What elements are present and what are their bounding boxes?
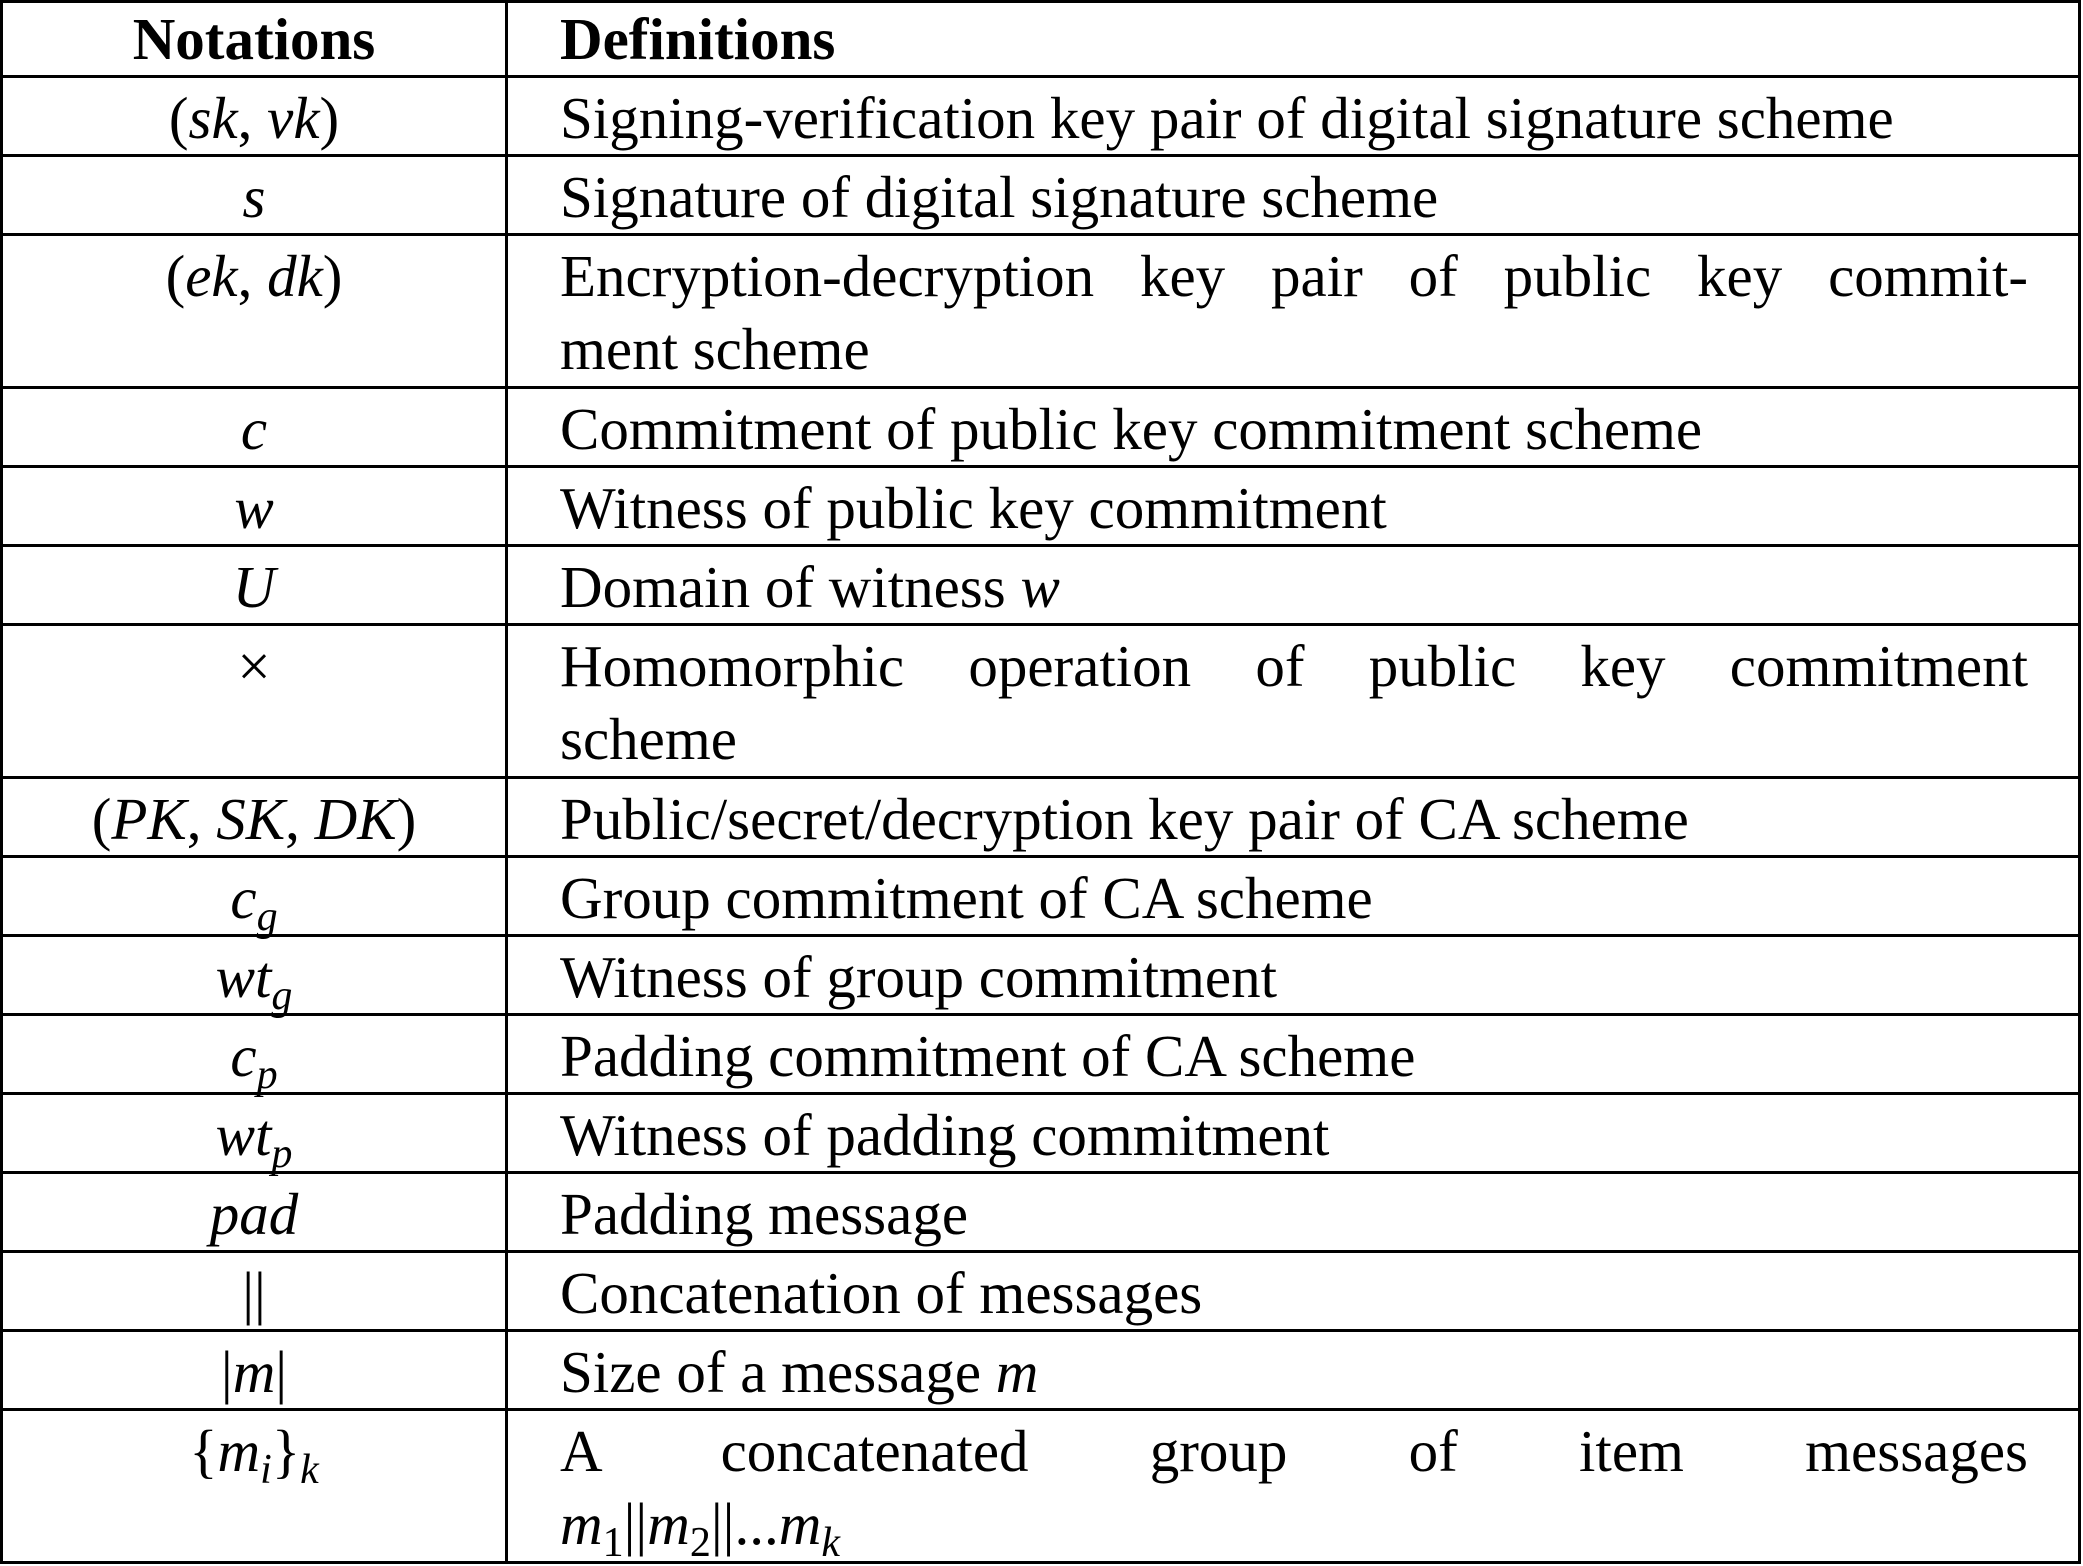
definition-cell [507, 625, 2080, 778]
definition-cell: Padding message [507, 1173, 2080, 1252]
table-row [2, 1015, 2080, 1094]
definition-cell: Padding commitment of CA scheme [507, 1015, 2080, 1094]
definition-cell [507, 235, 2080, 388]
table-row [2, 1331, 2080, 1410]
table-row [2, 546, 2080, 625]
notation-cell: $c_g$ [2, 857, 507, 936]
table-row [2, 235, 2080, 388]
definition-cell: Group commitment of CA scheme [507, 857, 2080, 936]
definition-cell: Witness of public key commitment [507, 467, 2080, 546]
notation-cell: $\{m_i\}_k$ [2, 1410, 507, 1563]
table-row [2, 1410, 2080, 1563]
notation-cell: (sk, vk) [2, 77, 507, 156]
notation-cell: w [2, 467, 507, 546]
notation-cell: pad [2, 1173, 507, 1252]
table-header-row [2, 2, 2080, 77]
definition-cell: Commitment of public key commitment scheme [507, 388, 2080, 467]
definition-cell: Signature of digital signature scheme [507, 156, 2080, 235]
table-row [2, 467, 2080, 546]
definition-cell: Signing-verification key pair of digital signature scheme [507, 77, 2080, 156]
definition-cell: Public/secret/decryption key pair of CA scheme [507, 778, 2080, 857]
table-row [2, 77, 2080, 156]
definition-cell: Witness of padding commitment [507, 1094, 2080, 1173]
table-row [2, 1252, 2080, 1331]
table-row [2, 936, 2080, 1015]
notation-cell: U [2, 546, 507, 625]
table-row [2, 857, 2080, 936]
notation-cell: c [2, 388, 507, 467]
definition-line: Encryption-decryption key pair of public key commit- [560, 243, 2028, 309]
definition-line: Homomorphic operation of public key commitment [560, 633, 2028, 699]
notation-cell: $wt_g$ [2, 936, 507, 1015]
definition-cell [507, 1410, 2080, 1566]
definition-line: ment scheme [560, 316, 870, 382]
table-row [2, 156, 2080, 235]
definition-cell: Concatenation of messages [507, 1252, 2080, 1331]
definition-line: scheme [560, 706, 737, 772]
definition-cell: Witness of group commitment [507, 936, 2080, 1015]
definition-line: A concatenated group of item messages [560, 1418, 2028, 1484]
table-row [2, 778, 2080, 857]
table-row [2, 625, 2080, 778]
notation-cell: (PK, SK, DK) [2, 778, 507, 857]
notation-cell: s [2, 156, 507, 235]
notation-cell: (ek, dk) [2, 235, 507, 388]
notation-cell: $c_p$ [2, 1015, 507, 1094]
notation-cell: |m| [2, 1331, 507, 1410]
header-notations: Notations [2, 2, 507, 77]
definition-cell: Domain of witness w [507, 546, 2080, 625]
notation-cell: $wt_p$ [2, 1094, 507, 1173]
header-definitions: Definitions [507, 2, 2080, 77]
definition-line: $m_1||m_2||...m_k$ [560, 1491, 840, 1566]
notation-cell: × [2, 625, 507, 778]
notation-cell: || [2, 1252, 507, 1331]
definition-cell: Size of a message m [507, 1331, 2080, 1410]
table-row [2, 1173, 2080, 1252]
table-row [2, 388, 2080, 467]
table-row [2, 1094, 2080, 1173]
